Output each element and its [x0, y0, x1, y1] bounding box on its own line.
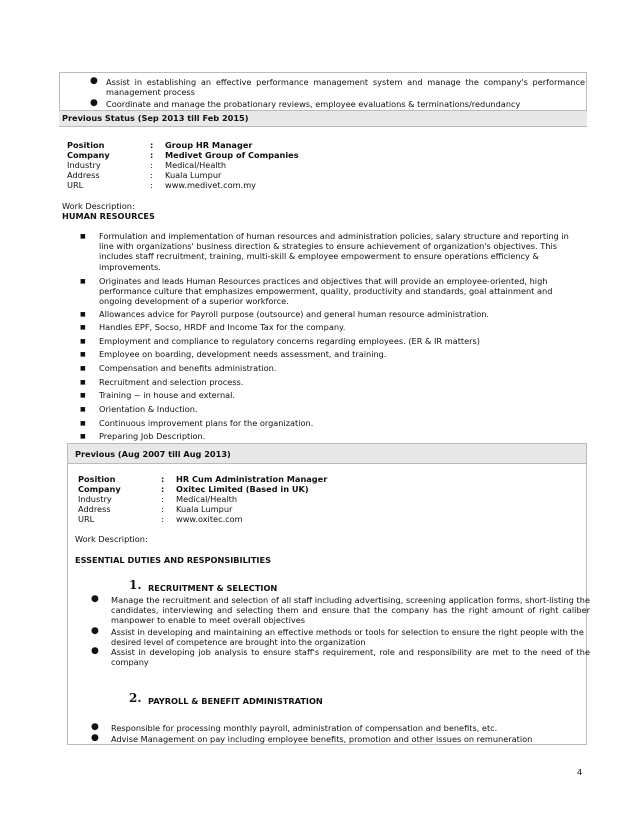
list-item: Continuous improvement plans for the organization.	[99, 418, 314, 428]
field-value: Group HR Manager	[165, 140, 253, 150]
field-sep: :	[150, 180, 153, 190]
list-item: Allowances advice for Payroll purpose (outsource) and general human resource administration.	[99, 309, 490, 319]
frame-right-top	[586, 72, 587, 110]
square-bullet: ■	[80, 278, 86, 285]
field-label: Address	[78, 504, 111, 514]
field-sep: :	[150, 160, 153, 170]
field-value: Medivet Group of Companies	[165, 150, 299, 160]
field-label: URL	[78, 514, 95, 524]
field-sep: :	[161, 474, 165, 484]
list-item: Assist in developing job analysis to ensure staff's requirement, role and responsibility are met to the need of the company	[111, 647, 590, 668]
list-item: Handles EPF, Socso, HRDF and Income Tax for the company.	[99, 322, 346, 332]
frame-left-top	[59, 72, 60, 110]
list-item: Recruitment and selection process.	[99, 377, 244, 387]
bullet-dot: ●	[90, 98, 98, 108]
list-item: Compensation and benefits administration.	[99, 363, 277, 373]
field-label: Company	[67, 150, 110, 160]
field-label: Industry	[67, 160, 101, 170]
list-item: Employment and compliance to regulatory concerns regarding employees. (ER & IR matters)	[99, 336, 480, 346]
list-item: Orientation & Induction.	[99, 404, 198, 414]
top-bullet-1: Assist in establishing an effective performance management system and manage the company's performance management process	[106, 77, 585, 98]
field-value: Oxitec Limited (Based in UK)	[176, 484, 309, 494]
field-sep: :	[161, 494, 164, 504]
square-bullet: ■	[80, 324, 86, 331]
field-sep: :	[150, 170, 153, 180]
square-bullet: ■	[80, 233, 86, 240]
field-value: HR Cum Administration Manager	[176, 474, 328, 484]
department-heading: HUMAN RESOURCES	[62, 211, 155, 221]
square-bullet: ■	[80, 365, 86, 372]
field-sep: :	[150, 140, 154, 150]
field-value: Medical/Health	[176, 494, 238, 504]
bullet-dot: ●	[91, 626, 99, 636]
section-title: PAYROLL & BENEFIT ADMINISTRATION	[148, 696, 323, 706]
square-bullet: ■	[80, 311, 86, 318]
frame-left-bottom	[67, 443, 68, 744]
list-item: Manage the recruitment and selection of all staff including advertising, screening application forms, short-listing the candidates, interviewing and selecting them and ensure that the company has the right amount of right caliber manpower to enable to meet overall objectives	[111, 595, 590, 626]
frame-top-line	[59, 72, 587, 73]
square-bullet: ■	[80, 433, 86, 440]
list-item: Assist in developing and maintaining an effective methods or tools for selection to ensure the right people with the desired level of competence are brought into the organization	[111, 627, 584, 648]
field-label: Company	[78, 484, 121, 494]
square-bullet: ■	[80, 338, 86, 345]
square-bullet: ■	[80, 379, 86, 386]
field-sep: :	[161, 484, 165, 494]
field-value: Kuala Lumpur	[176, 504, 233, 514]
prev1-heading: Previous Status (Sep 2013 till Feb 2015)	[62, 113, 249, 123]
list-item: Originates and leads Human Resources practices and objectives that will provide an employee-oriented, high performance culture that emphasizes empowerment, quality, productivity and standards, goal attainment and ongoing development of a superior workforce.	[99, 276, 553, 307]
list-item: Formulation and implementation of human resources and administration policies, salary structure and reporting in line with organizations' business direction & strategies to ensure achievement of organization's objectives. This includes staff recruitment, training, multi-skill & employee empowerment to ensure operations efficiency & improvements.	[99, 231, 569, 272]
field-label: Industry	[78, 494, 112, 504]
field-label: Address	[67, 170, 100, 180]
bullet-dot: ●	[91, 722, 99, 732]
field-sep: :	[150, 150, 154, 160]
field-value: www.oxitec.com	[176, 514, 243, 524]
section-title: RECRUITMENT & SELECTION	[148, 583, 278, 593]
square-bullet: ■	[80, 351, 86, 358]
page-number: 4	[577, 767, 583, 777]
field-label: Position	[67, 140, 105, 150]
square-bullet: ■	[80, 406, 86, 413]
field-value: Kuala Lumpur	[165, 170, 222, 180]
work-description-label: Work Description:	[75, 534, 148, 544]
square-bullet: ■	[80, 392, 86, 399]
section-number: 2.	[129, 691, 142, 705]
field-label: Position	[78, 474, 116, 484]
square-bullet: ■	[80, 420, 86, 427]
field-sep: :	[161, 504, 164, 514]
top-bullet-2: Coordinate and manage the probationary reviews, employee evaluations & terminations/redundancy	[106, 99, 521, 109]
list-item: Training ~ in house and external.	[99, 390, 236, 400]
list-item: Advise Management on pay including employee benefits, promotion and other issues on remuneration	[111, 734, 533, 744]
field-value: Medical/Health	[165, 160, 227, 170]
list-item: Responsible for processing monthly payroll, administration of compensation and benefits, etc.	[111, 723, 498, 733]
field-value: www.medivet.com.my	[165, 180, 257, 190]
section-heading-line	[59, 126, 587, 127]
prev2-heading: Previous (Aug 2007 till Aug 2013)	[75, 449, 231, 459]
bullet-dot: ●	[90, 76, 98, 86]
field-label: URL	[67, 180, 84, 190]
frame-right-bottom	[586, 443, 587, 744]
field-sep: :	[161, 514, 164, 524]
list-item: Preparing Job Description.	[99, 431, 206, 441]
work-description-label: Work Description:	[62, 201, 135, 211]
bullet-dot: ●	[91, 733, 99, 743]
bullet-dot: ●	[91, 646, 99, 656]
section-number: 1.	[129, 578, 142, 592]
duties-heading: ESSENTIAL DUTIES AND RESPONSIBILITIES	[75, 555, 271, 565]
list-item: Employee on boarding, development needs assessment, and training.	[99, 349, 387, 359]
bullet-dot: ●	[91, 594, 99, 604]
section-heading-line	[67, 463, 587, 464]
